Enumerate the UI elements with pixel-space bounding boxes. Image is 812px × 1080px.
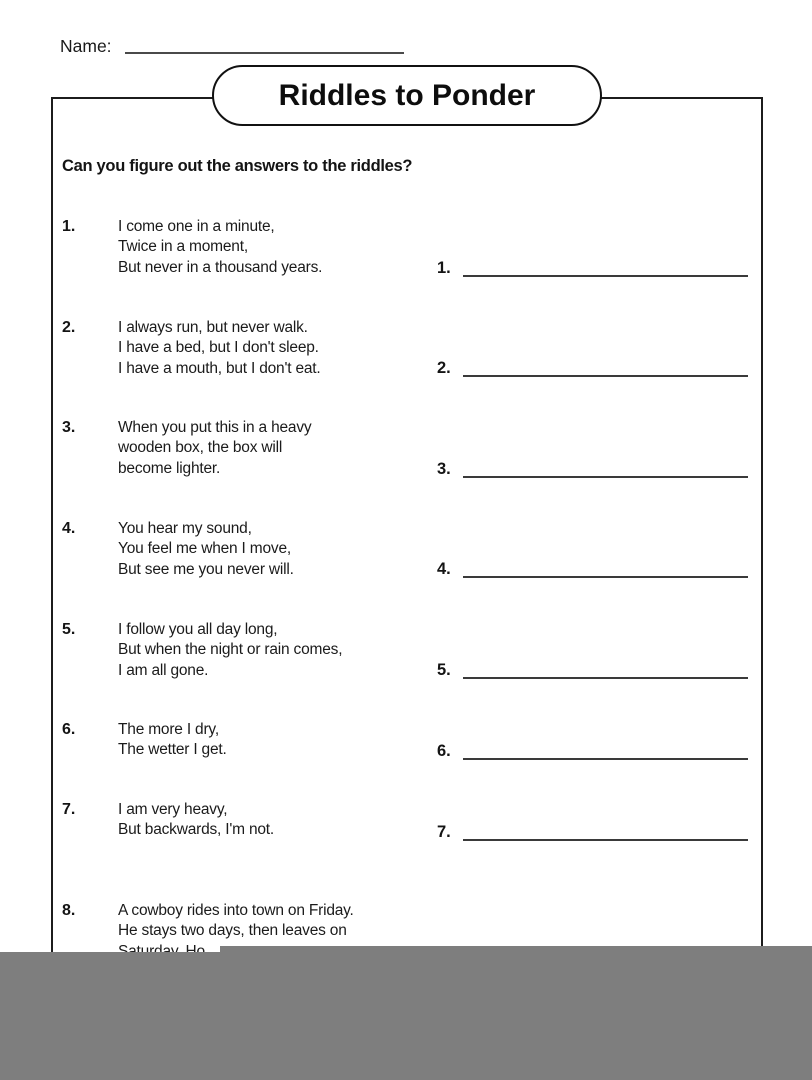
name-label: Name:: [60, 36, 112, 56]
riddle-item-4: [62, 519, 294, 580]
answer-number: 6.: [437, 742, 451, 760]
riddle-text: I come one in a minute, Twice in a moment, But never in a thousand years.: [118, 218, 323, 276]
riddle-text: I am very heavy, But backwards, I'm not.: [118, 801, 275, 839]
answer-blank-line-7[interactable]: [463, 820, 748, 841]
riddle-item-7: [62, 800, 274, 841]
instructions-text: Can you figure out the answers to the riddles?: [62, 157, 413, 175]
riddle-text: You hear my sound, You feel me when I move, But see me you never will.: [118, 520, 294, 578]
riddle-number: 8.: [62, 902, 76, 919]
worksheet-title-pill: [212, 65, 602, 126]
answer-number: 1.: [437, 259, 451, 277]
riddle-number: 3.: [62, 419, 76, 436]
answer-row-4: [437, 557, 748, 578]
riddle-text: I follow you all day long, But when the night or rain comes, I am all gone.: [118, 621, 343, 679]
riddle-item-6: [62, 720, 227, 761]
riddle-number: 6.: [62, 721, 76, 738]
riddle-item-5: [62, 620, 342, 681]
riddle-item-3: [62, 418, 311, 479]
answer-blank-line-6[interactable]: [463, 739, 748, 760]
riddle-number: 5.: [62, 621, 76, 638]
answer-number: 7.: [437, 823, 451, 841]
answer-number: 5.: [437, 661, 451, 679]
riddle-number: 2.: [62, 319, 76, 336]
answer-blank-line-1[interactable]: [463, 256, 748, 277]
redaction-overlay-lower: [0, 952, 812, 1080]
answer-blank-line-5[interactable]: [463, 658, 748, 679]
answer-blank-line-3[interactable]: [463, 457, 748, 478]
name-blank-line[interactable]: [125, 38, 404, 54]
riddle-number: 1.: [62, 218, 76, 235]
answer-number: 4.: [437, 560, 451, 578]
riddle-item-1: [62, 217, 322, 278]
answer-blank-line-4[interactable]: [463, 557, 748, 578]
answer-number: 3.: [437, 460, 451, 478]
answer-number: 2.: [437, 359, 451, 377]
answer-row-1: [437, 256, 748, 277]
riddle-text: A cowboy rides into town on Friday. He stays two days, then leaves on: [118, 902, 354, 940]
riddle-item-2: [62, 318, 321, 379]
riddle-text: When you put this in a heavy wooden box, the box will become lighter.: [118, 419, 312, 477]
page-title: Riddles to Ponder: [278, 78, 536, 112]
riddle-text: The more I dry, The wetter I get.: [118, 721, 227, 759]
answer-row-6: [437, 739, 748, 760]
answer-blank-line-2[interactable]: [463, 356, 748, 377]
answer-row-2: [437, 356, 748, 377]
answer-row-3: [437, 457, 748, 478]
riddle-number: 7.: [62, 801, 76, 818]
answer-row-7: [437, 820, 748, 841]
answer-row-5: [437, 658, 748, 679]
riddle-text: I always run, but never walk. I have a bed, but I don't sleep. I have a mouth, but I don't eat.: [118, 319, 321, 377]
riddle-number: 4.: [62, 520, 76, 537]
